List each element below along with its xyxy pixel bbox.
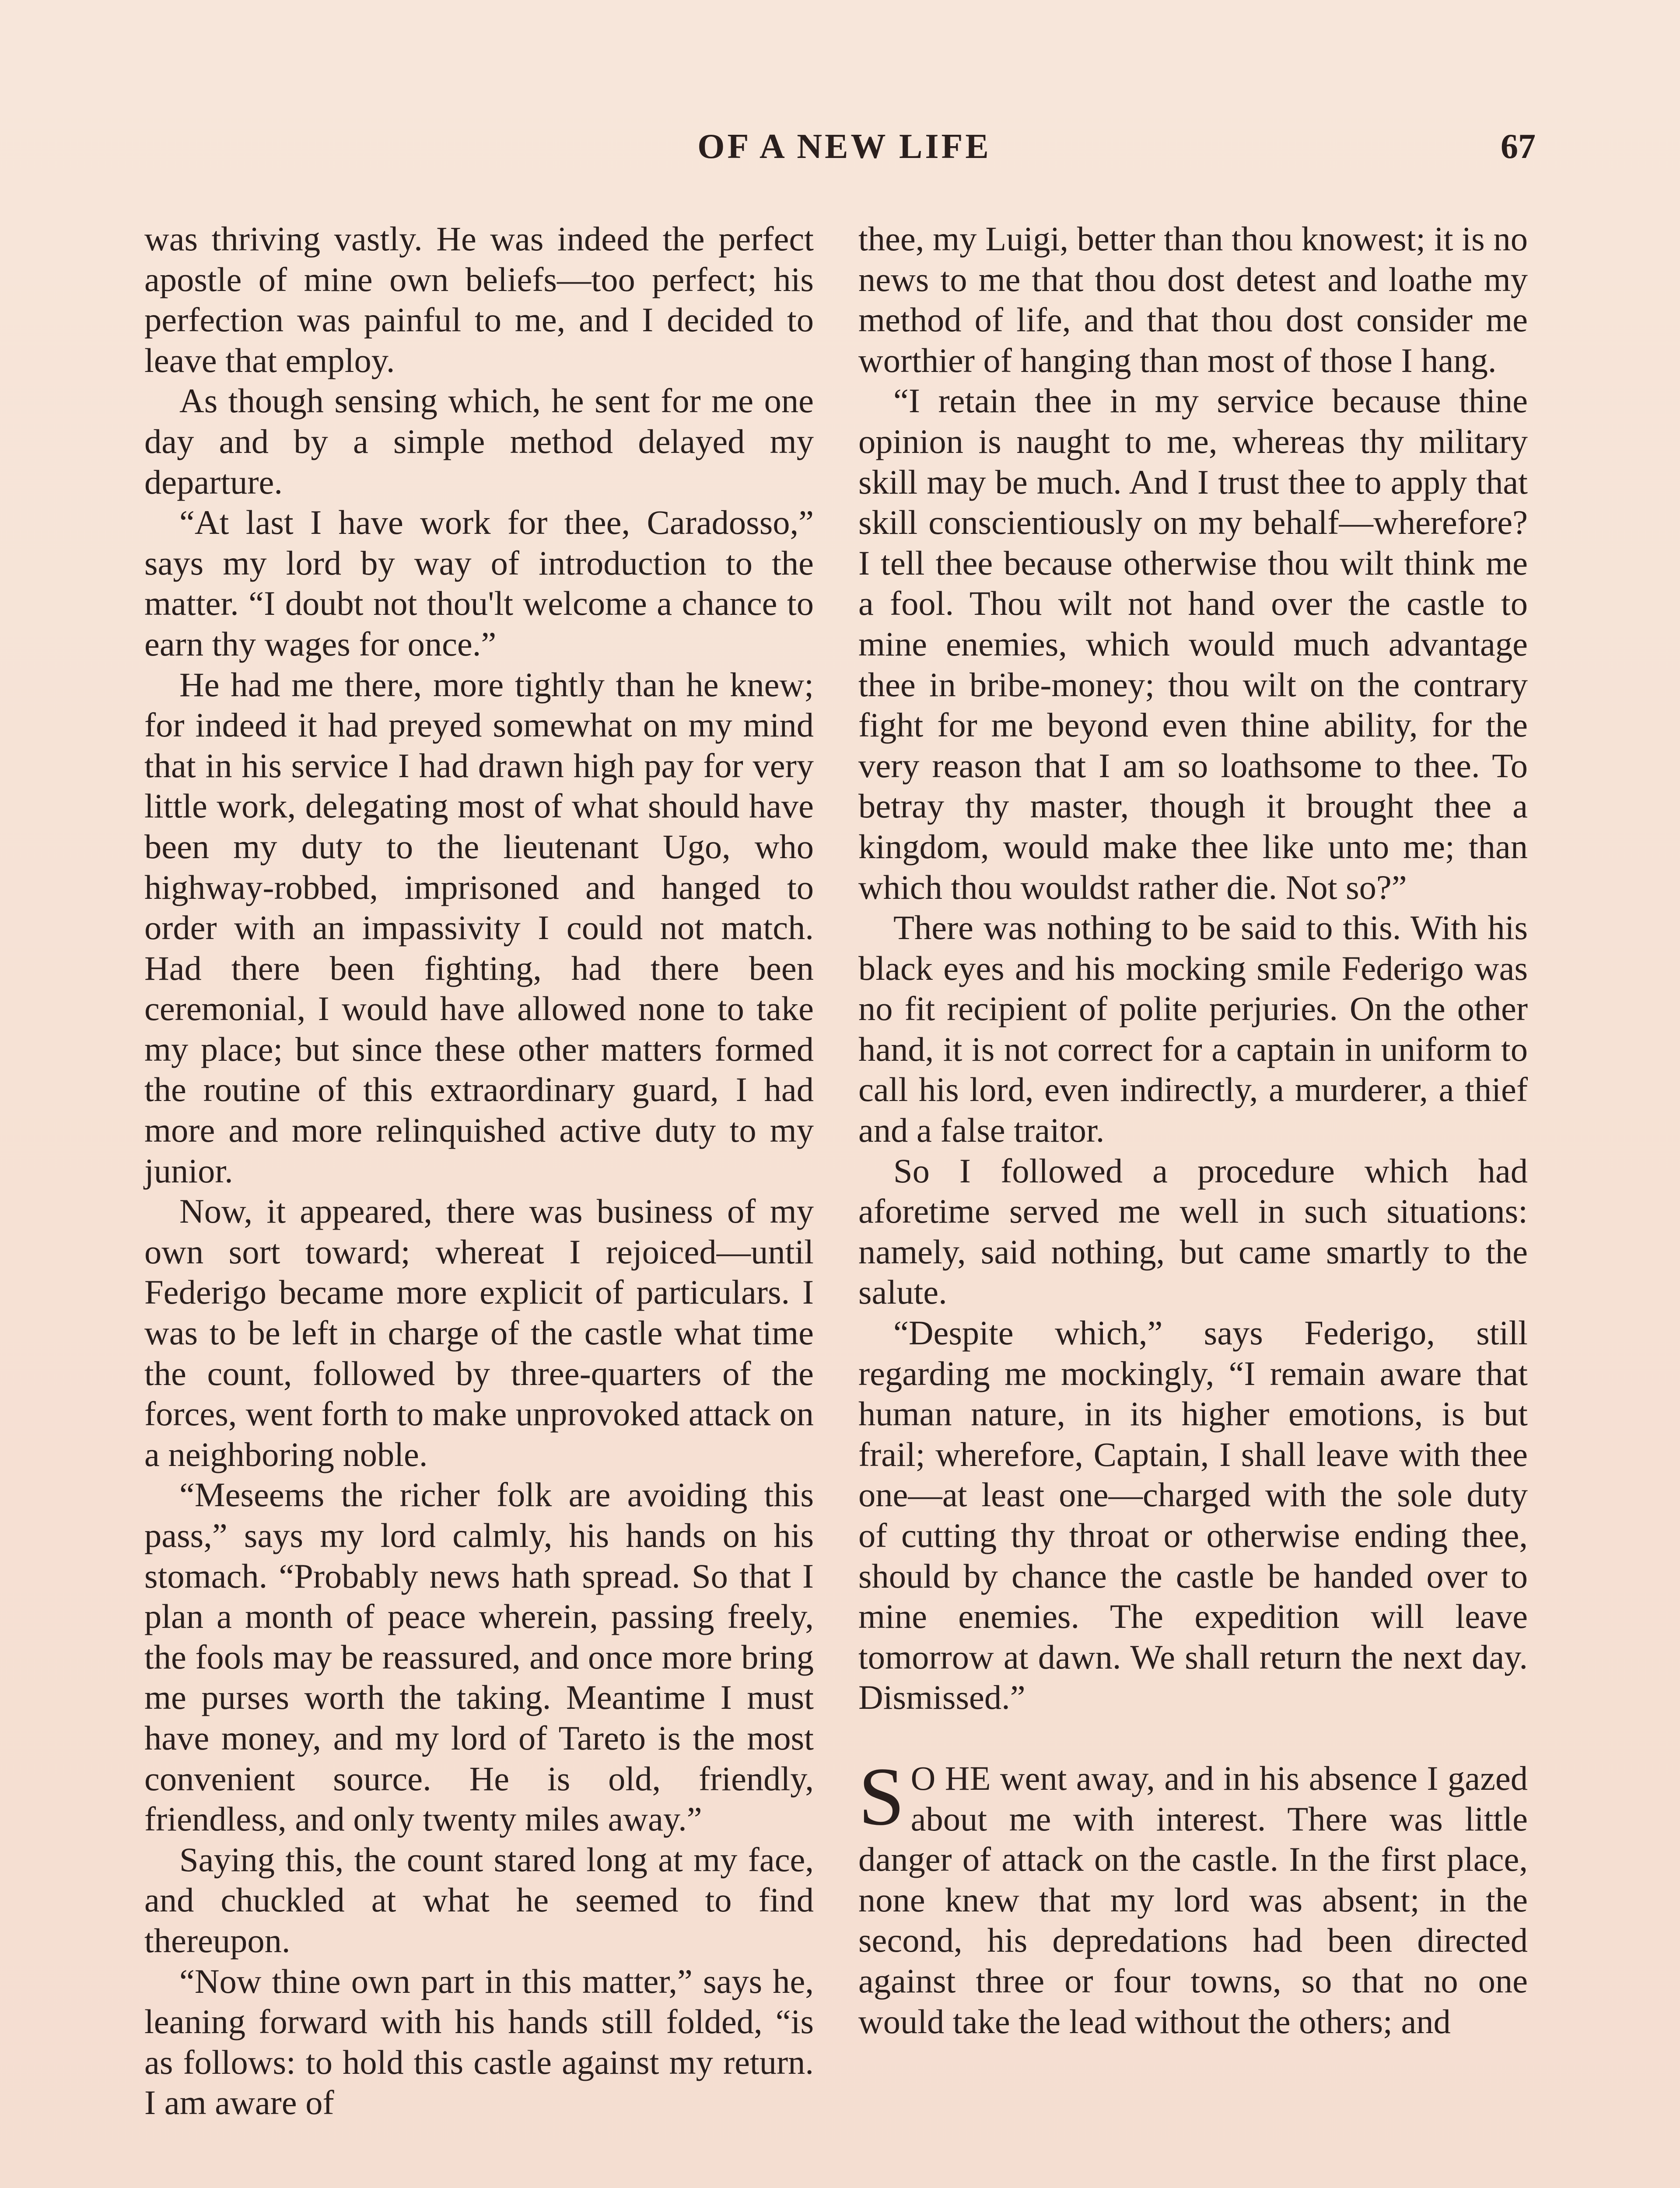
paragraph: “I retain thee in my service because thine opinion is naught to me, whereas thy military skill may be much. And I trust thee to apply that skill conscientiously on my behalf—wherefore? I tell thee because otherwise thou wilt think me a fool. Thou wilt not hand over the castle to mine enemies, which would much advantage thee in bribe-money; thou wilt on the contrary fight for me beyond even thine ability, for the very reason that I am so loathsome to thee. To betray thy master, though it brought thee a kingdom, would make thee like unto me; than which thou wouldst rather die. Not so?” [858, 382, 1528, 906]
paragraph: “Now thine own part in this matter,” says he, leaning forward with his hands still folded, “is as follows: to hold this castle against my return. I am aware of [144, 1962, 814, 2122]
paragraph: There was nothing to be said to this. With his black eyes and his mocking smile Federigo was no fit recipient of polite perjuries. On the other hand, it is not correct for a captain in uniform to call his lord, even indirectly, a murderer, a thief and a false traitor. [858, 908, 1528, 1150]
section-opening-paragraph [858, 1750, 1528, 2042]
paragraph: So I followed a procedure which had aforetime served me well in such situations: namely, said nothing, but came smartly to the salute. [858, 1151, 1528, 1311]
paragraph: “Despite which,” says Federigo, still regarding me mockingly, “I remain aware that human nature, in its higher emotions, is but frail; wherefore, Captain, I shall leave with thee one—at least one—charged with the sole duty of cutting thy throat or otherwise ending thee, should by chance the castle be handed over to mine enemies. The expedition will leave tomorrow at dawn. We shall return the next day. Dismissed.” [858, 1314, 1528, 1717]
paragraph: thee, my Luigi, better than thou knowest; it is no news to me that thou dost detest and loathe my method of life, and that thou dost consider me worthier of hanging than most of those I hang. [858, 220, 1528, 379]
section-opening-text: O HE went away, and in his absence I gazed about me with interest. There was little danger of attack on the castle. In the first place, none knew that my lord was absent; in the second, his depredations had been directed against three or four towns, so that no one would take the lead without the others; and [858, 1759, 1528, 2041]
paragraph: He had me there, more tightly than he knew; for indeed it had preyed somewhat on my mind that in his service I had drawn high pay for very little work, delegating most of what should have been my duty to the lieutenant Ugo, who highway-robbed, imprisoned and hanged to order with an impassivity I could not match. Had there been fighting, had there been ceremonial, I would have allowed none to take my place; but since these other matters formed the routine of this extraordinary guard, I had more and more relinquished active duty to my junior. [144, 665, 814, 1190]
running-title: OF A NEW LIFE [697, 127, 991, 166]
left-text-column [144, 219, 814, 2123]
drop-cap: S [858, 1750, 905, 1843]
paragraph: “Meseems the richer folk are avoiding this pass,” says my lord calmly, his hands on his stomach. “Probably news hath spread. So that I plan a month of peace wherein, passing freely, the fools may be reassured, and once more bring me purses worth the taking. Meantime I must have money, and my lord of Tareto is the most convenient source. He is old, friendly, friendless, and only twenty miles away.” [144, 1476, 814, 1838]
paragraph: Now, it appeared, there was business of my own sort toward; whereat I rejoiced—until Federigo became more explicit of particulars. I was to be left in charge of the castle what time the count, followed by three-quarters of the forces, went forth to make unprovoked attack on a neighboring noble. [144, 1192, 814, 1473]
paragraph: Saying this, the count stared long at my face, and chuckled at what he seemed to find thereupon. [144, 1840, 814, 1960]
paragraph: was thriving vastly. He was indeed the perfect apostle of mine own beliefs—too perfect; his perfection was painful to me, and I decided to leave that employ. [144, 220, 814, 379]
paragraph: As though sensing which, he sent for me one day and by a simple method delayed my departure. [144, 382, 814, 501]
page-number: 67 [1501, 127, 1536, 166]
paragraph: “At last I have work for thee, Caradosso,” says my lord by way of introduction to the matter. “I doubt not thou'lt welcome a chance to earn thy wages for once.” [144, 503, 814, 663]
right-text-column [858, 219, 1528, 2042]
